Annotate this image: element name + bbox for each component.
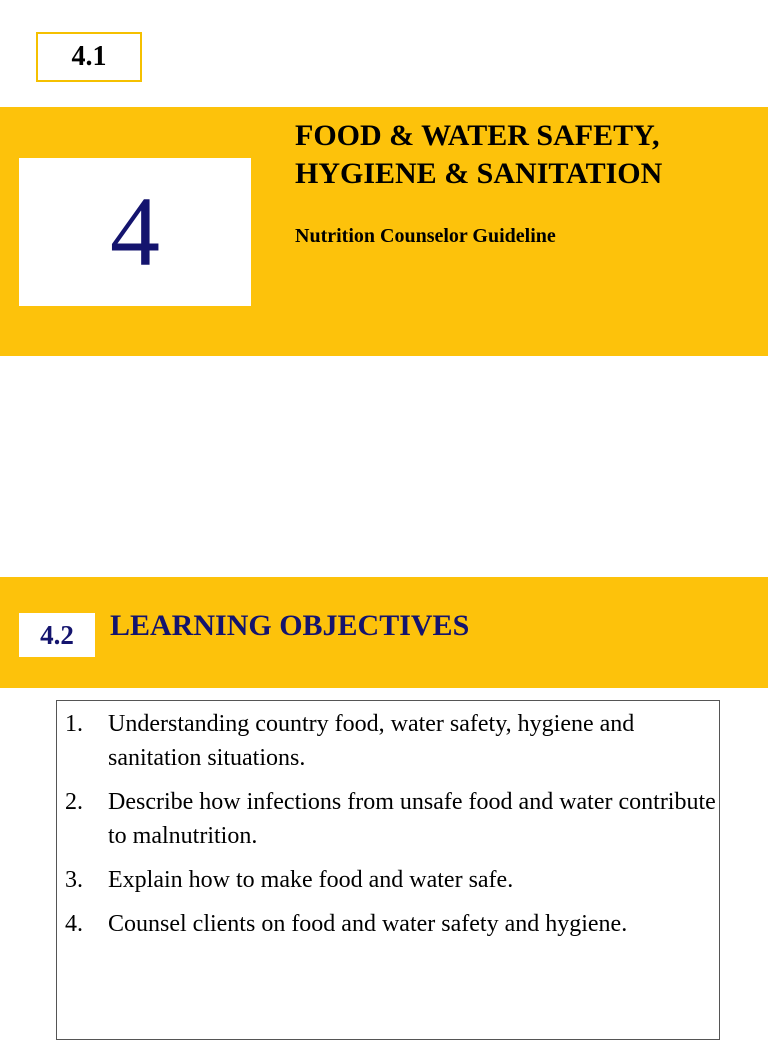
chapter-title-line-2: HYGIENE & SANITATION <box>295 157 663 190</box>
chapter-number-box <box>19 158 251 306</box>
slide-number: 4.1 <box>71 41 107 72</box>
chapter-number: 4 <box>110 176 160 287</box>
chapter-banner <box>0 107 768 356</box>
objective-text: Understanding country food, water safety, hygiene and sanitation situations. <box>108 711 635 771</box>
objective-text: Counsel clients on food and water safety and hygiene. <box>108 911 628 937</box>
objectives-list <box>57 701 719 941</box>
objective-text: Explain how to make food and water safe. <box>108 867 514 893</box>
objective-number: 3. <box>65 867 83 893</box>
objective-item <box>57 907 719 941</box>
objective-number: 1. <box>65 711 83 737</box>
objective-text: Describe how infections from unsafe food and water contribute to malnutrition. <box>108 789 716 849</box>
objectives-box <box>56 700 720 1040</box>
objective-item <box>57 785 719 853</box>
chapter-title <box>295 117 755 193</box>
section-title: LEARNING OBJECTIVES <box>110 609 470 642</box>
chapter-title-line-1: FOOD & WATER SAFETY, <box>295 119 660 152</box>
slide-number-badge <box>36 32 142 82</box>
objective-item <box>57 707 719 775</box>
section-banner <box>0 577 768 688</box>
section-number: 4.2 <box>40 619 74 650</box>
chapter-subtitle: Nutrition Counselor Guideline <box>295 225 556 247</box>
objective-number: 4. <box>65 911 83 937</box>
section-number-box <box>19 613 95 657</box>
objective-number: 2. <box>65 789 83 815</box>
objective-item <box>57 863 719 897</box>
